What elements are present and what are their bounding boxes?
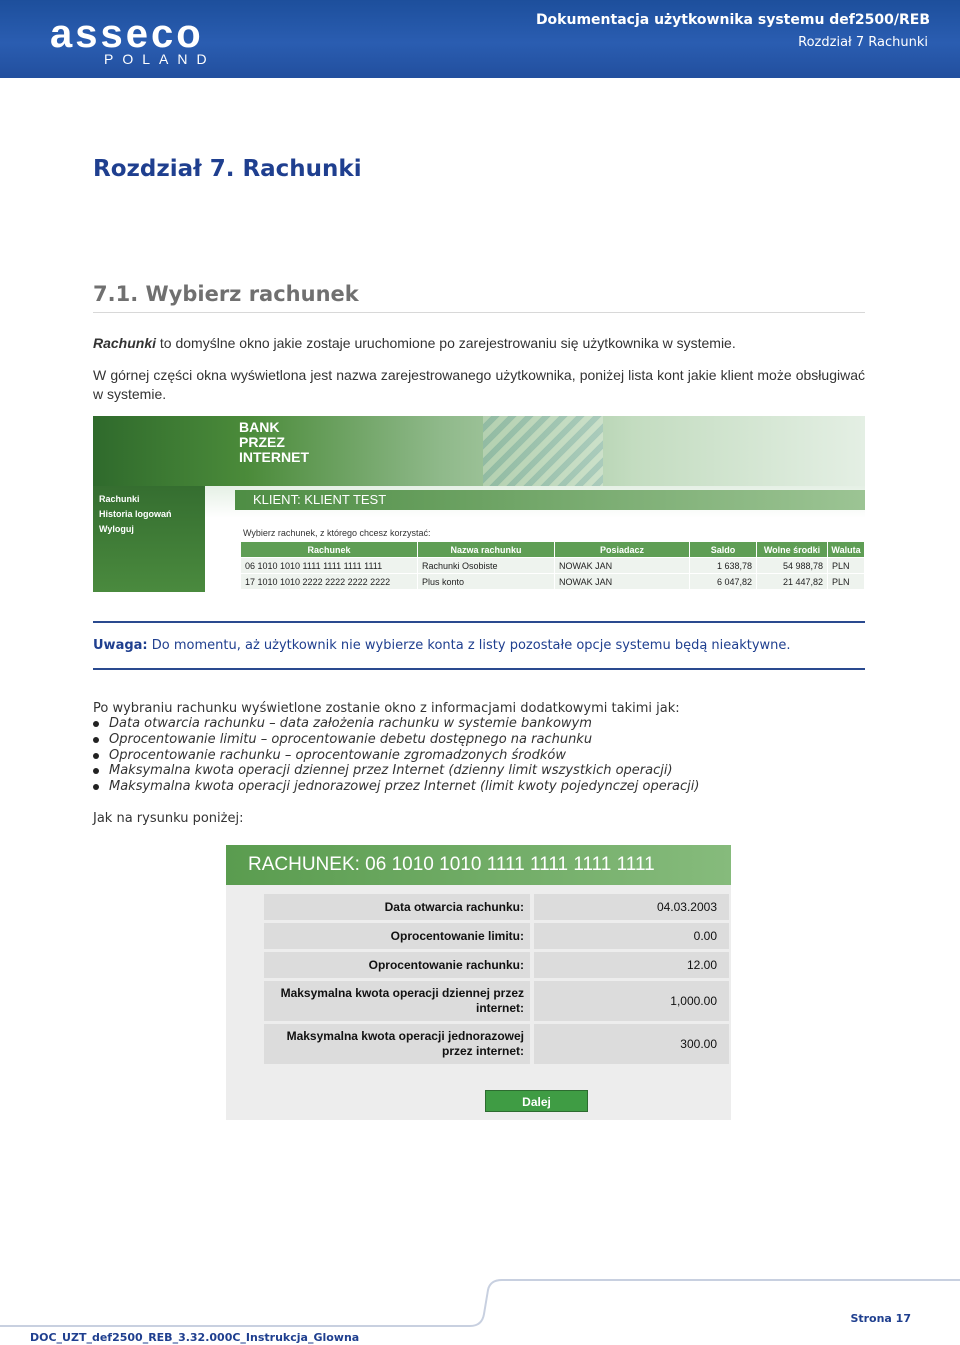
section-heading: 7.1. Wybierz rachunek — [93, 282, 359, 306]
label-daily-limit — [264, 981, 530, 1021]
cell-account-name: Rachunki Osobiste — [418, 558, 555, 574]
table-header-row — [241, 542, 865, 558]
feature-list — [93, 716, 699, 795]
note-text: Do momentu, aż użytkownik nie wybierze konta z listy pozostałe opcje systemu będą nieaktywne. — [147, 638, 791, 653]
menu-item-historia[interactable]: Historia logowań — [99, 509, 172, 519]
label-open-date: Data otwarcia rachunku: — [264, 894, 530, 920]
note-bottom-rule — [93, 668, 865, 670]
col-wolne-srodki: Wolne środki — [757, 542, 828, 558]
list-item-text: Maksymalna kwota operacji jednorazowej przez Internet (limit kwoty pojedynczej operacji) — [109, 779, 700, 795]
chapter-heading: Rozdział 7. Rachunki — [93, 156, 362, 182]
value-open-date: 04.03.2003 — [534, 894, 729, 920]
list-item — [93, 716, 699, 732]
paragraph-description: W górnej części okna wyświetlona jest nazwa zarejestrowanego użytkownika, poniżej lista kont jakie klient może obsługiwać w systemie. — [93, 367, 865, 402]
label-single-limit — [264, 1024, 530, 1064]
label-single-limit-line1: Maksymalna kwota operacji jednorazowej — [286, 1029, 524, 1043]
list-item-text: Oprocentowanie rachunku – oprocentowanie zgromadzonych środków — [109, 747, 566, 763]
see-below-text: Jak na rysunku poniżej: — [93, 811, 244, 826]
bank-sidebar — [93, 486, 205, 592]
page-header — [0, 0, 960, 78]
value-single-limit: 300.00 — [534, 1024, 729, 1064]
list-item-text: Data otwarcia rachunku – data założenia rachunku w systemie bankowym — [109, 716, 592, 731]
bullet-icon — [93, 753, 99, 759]
bullet-icon — [93, 784, 99, 790]
menu-item-wyloguj[interactable]: Wyloguj — [99, 524, 134, 534]
cell-owner: NOWAK JAN — [555, 574, 690, 590]
footer-doc-id: DOC_UZT_def2500_REB_3.32.000C_Instrukcja_Glowna — [30, 1331, 360, 1344]
col-saldo: Saldo — [690, 542, 757, 558]
value-account-rate: 12.00 — [534, 952, 729, 978]
detail-row-daily-limit — [264, 981, 729, 1021]
cell-account-number[interactable]: 06 1010 1010 1111 1111 1111 1111 — [241, 558, 418, 574]
list-item — [93, 779, 699, 795]
col-waluta: Waluta — [828, 542, 865, 558]
label-daily-limit-line1: Maksymalna kwota operacji dziennej przez — [280, 986, 524, 1000]
detail-row-open-date — [264, 894, 729, 920]
account-title-bar: RACHUNEK: 06 1010 1010 1111 1111 1111 1111 — [226, 845, 731, 885]
col-nazwa: Nazwa rachunku — [418, 542, 555, 558]
table-row[interactable] — [241, 574, 865, 590]
bank-banner — [93, 416, 865, 486]
list-item — [93, 763, 699, 779]
cell-balance: 6 047,82 — [690, 574, 757, 590]
client-name-bar: KLIENT: KLIENT TEST — [235, 490, 865, 510]
bullet-icon — [93, 721, 99, 727]
footer-page-number: Strona 17 — [850, 1312, 911, 1325]
brand-line-3: INTERNET — [239, 449, 309, 465]
list-intro: Po wybraniu rachunku wyświetlone zostanie okno z informacjami dodatkowymi takimi jak: — [93, 701, 680, 716]
brand-line-1: BANK — [239, 419, 280, 435]
note — [93, 638, 791, 653]
section-divider — [93, 312, 865, 313]
logo-subtitle: POLAND — [104, 51, 216, 67]
label-limit-rate: Oprocentowanie limitu: — [264, 923, 530, 949]
label-daily-limit-line2: internet: — [476, 1001, 524, 1015]
label-single-limit-line2: przez internet: — [441, 1044, 524, 1058]
detail-row-account-rate — [264, 952, 729, 978]
cell-owner: NOWAK JAN — [555, 558, 690, 574]
bullet-icon — [93, 768, 99, 774]
banner-decoration — [483, 416, 603, 486]
document-title: Dokumentacja użytkownika systemu def2500/REB — [535, 12, 930, 28]
table-row[interactable] — [241, 558, 865, 574]
value-limit-rate: 0.00 — [534, 923, 729, 949]
chapter-name: Rozdział 7 Rachunki — [798, 35, 928, 50]
list-item-text: Maksymalna kwota operacji dziennej przez Internet (dzienny limit wszystkich operacji) — [109, 763, 673, 779]
menu-item-rachunki[interactable]: Rachunki — [99, 494, 140, 504]
list-item — [93, 732, 699, 748]
note-top-rule — [93, 621, 865, 623]
paragraph-intro — [93, 334, 865, 353]
cell-available: 54 988,78 — [757, 558, 828, 574]
list-item-text: Oprocentowanie limitu – oprocentowanie debetu dostępnego na rachunku — [109, 731, 593, 747]
account-details-screenshot — [226, 845, 731, 1120]
bullet-icon — [93, 737, 99, 743]
bank-brand — [239, 420, 309, 465]
bank-content — [205, 486, 865, 592]
cell-currency: PLN — [828, 574, 865, 590]
footer-divider-curve — [0, 1278, 960, 1328]
detail-row-single-limit — [264, 1024, 729, 1064]
col-posiadacz: Posiadacz — [555, 542, 690, 558]
value-daily-limit: 1,000.00 — [534, 981, 729, 1021]
cell-account-name: Plus konto — [418, 574, 555, 590]
account-list-screenshot — [93, 416, 865, 592]
cell-currency: PLN — [828, 558, 865, 574]
list-item — [93, 748, 699, 764]
note-label: Uwaga: — [93, 638, 148, 653]
cell-balance: 1 638,78 — [690, 558, 757, 574]
col-rachunek: Rachunek — [241, 542, 418, 558]
label-account-rate: Oprocentowanie rachunku: — [264, 952, 530, 978]
pick-account-label: Wybierz rachunek, z którego chcesz korzystać: — [243, 528, 431, 538]
detail-row-limit-rate — [264, 923, 729, 949]
cell-account-number[interactable]: 17 1010 1010 2222 2222 2222 2222 — [241, 574, 418, 590]
asseco-logo: asseco — [50, 12, 204, 56]
cell-available: 21 447,82 — [757, 574, 828, 590]
accounts-table — [241, 542, 865, 589]
brand-line-2: PRZEZ — [239, 434, 285, 450]
next-button[interactable]: Dalej — [485, 1090, 588, 1112]
term-rachunki: Rachunki — [93, 335, 157, 351]
paragraph-intro-text: to domyślne okno jakie zostaje uruchomione po zarejestrowaniu się użytkownika w systemie. — [156, 335, 736, 351]
